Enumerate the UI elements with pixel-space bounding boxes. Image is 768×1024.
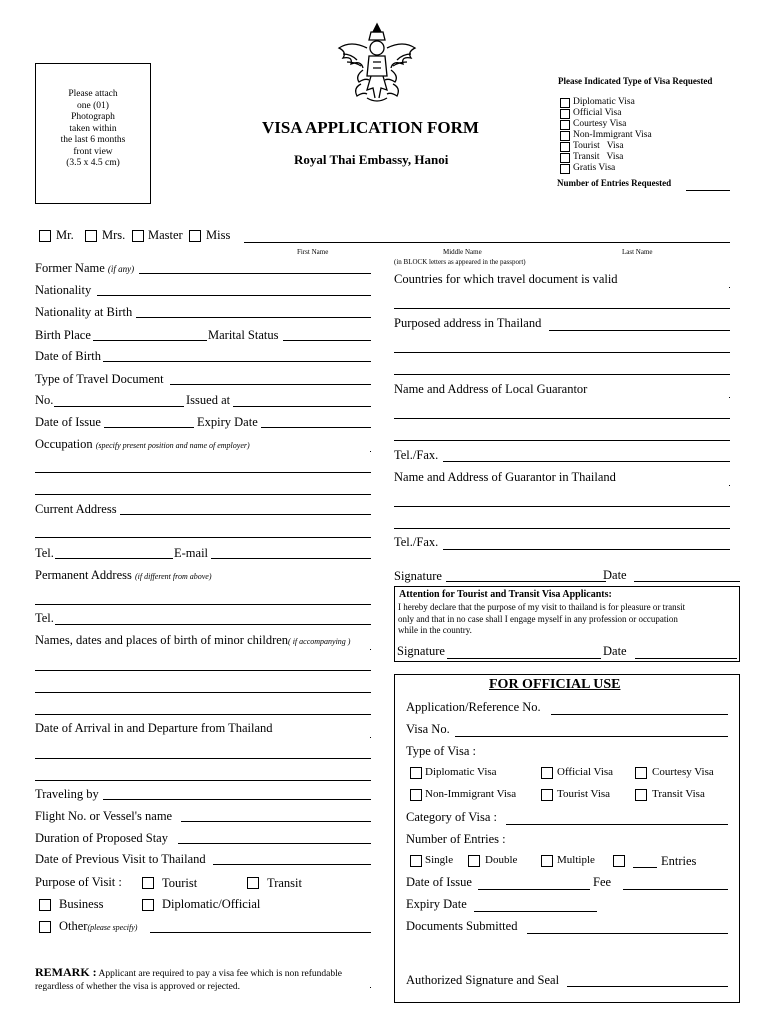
official-date-of-issue-label: Date of Issue [406, 875, 472, 889]
visa-type-label: Transit Visa [573, 152, 624, 162]
occupation-field-1[interactable] [35, 472, 371, 473]
garuda-emblem-icon [333, 18, 421, 108]
diplomatic-visa-checkbox[interactable] [410, 767, 422, 779]
occupation-label: Occupation (specify present position and name of employer) [35, 437, 250, 451]
issued-at-label: Issued at [186, 393, 231, 407]
entries-requested-label: Number of Entries Requested [557, 178, 672, 188]
master-label: Master [148, 228, 183, 242]
visa-type-checkbox[interactable] [560, 164, 570, 174]
marital-status-label: Marital Status [208, 328, 279, 342]
tourist-visa-checkbox[interactable] [541, 789, 553, 801]
official-expiry-date-label: Expiry Date [406, 897, 467, 911]
permanent-address-label: Permanent Address (if different from above) [35, 568, 212, 582]
arrival-departure-field-2[interactable] [35, 780, 371, 781]
duration-label: Duration of Proposed Stay [35, 831, 168, 845]
countries-valid-field[interactable] [394, 308, 730, 309]
visa-type-checkbox[interactable] [560, 120, 570, 130]
signature2-field[interactable] [447, 658, 601, 659]
date-of-birth-label: Date of Birth [35, 349, 101, 363]
duration-field[interactable] [178, 843, 371, 844]
type-of-visa-label: Type of Visa : [406, 744, 477, 758]
visa-type-checkbox[interactable] [560, 142, 570, 152]
app-ref-label: Application/Reference No. [406, 700, 541, 714]
mrs-label: Mrs. [102, 228, 126, 242]
local-guarantor-field-1[interactable] [394, 418, 730, 419]
traveling-by-field[interactable] [103, 799, 371, 800]
visa-type-label: Courtesy Visa [573, 119, 627, 129]
birth-place-field[interactable] [93, 340, 207, 341]
remark: REMARK : Applicant are required to pay a visa fee which is non refundable regardless of whether the visa is approved or rejected. [35, 965, 343, 992]
tel2-field[interactable] [55, 624, 371, 625]
category-field[interactable] [506, 824, 728, 825]
visa-type-checkbox[interactable] [560, 98, 570, 108]
tourist-checkbox[interactable] [142, 877, 154, 889]
photo-box[interactable] [35, 63, 151, 204]
current-address-field[interactable] [120, 514, 371, 515]
arrival-departure-label: Date of Arrival in and Departure from Thailand [35, 721, 273, 735]
non-immigrant-visa-checkbox[interactable] [410, 789, 422, 801]
visa-type-label: Diplomatic Visa [573, 97, 635, 107]
travel-doc-type-field[interactable] [170, 384, 371, 385]
transit-visa-label: Transit Visa [652, 788, 705, 800]
visa-type-checkbox[interactable] [560, 153, 570, 163]
tel-fax-label: Tel./Fax. [394, 448, 439, 462]
date-of-issue-field[interactable] [104, 427, 194, 428]
expiry-date-label: Expiry Date [197, 415, 258, 429]
flight-no-field[interactable] [181, 821, 371, 822]
purposed-address-field[interactable] [549, 330, 730, 331]
travel-doc-type-label: Type of Travel Document [35, 372, 164, 386]
local-guarantor-field-2[interactable] [394, 440, 730, 441]
tel-label: Tel. [35, 546, 54, 560]
previous-visit-field[interactable] [213, 864, 371, 865]
single-label: Single [425, 854, 454, 866]
double-checkbox[interactable] [468, 855, 480, 867]
nationality-birth-label: Nationality at Birth [35, 305, 133, 319]
photo-instruction: the last 6 months [60, 135, 126, 145]
master-checkbox[interactable] [132, 230, 144, 242]
guarantor-thailand-label: Name and Address of Guarantor in Thailand [394, 470, 616, 484]
current-address-label: Current Address [35, 502, 117, 516]
tel-field[interactable] [55, 558, 173, 559]
single-checkbox[interactable] [410, 855, 422, 867]
mrs-checkbox[interactable] [85, 230, 97, 242]
fee-label: Fee [593, 875, 612, 889]
fee-field[interactable] [623, 889, 728, 890]
minor-children-label: Names, dates and places of birth of minor children( if accompanying ) [35, 633, 351, 647]
other-field[interactable] [150, 932, 371, 933]
miss-checkbox[interactable] [189, 230, 201, 242]
previous-visit-label: Date of Previous Visit to Thailand [35, 852, 206, 866]
field-end-dot [370, 649, 371, 650]
signature-label: Signature [394, 569, 442, 583]
mr-checkbox[interactable] [39, 230, 51, 242]
email-label: E-mail [174, 546, 209, 560]
app-ref-field[interactable] [551, 714, 728, 715]
non-immigrant-visa-label: Non-Immigrant Visa [425, 788, 517, 800]
arrival-departure-field-1[interactable] [35, 758, 371, 759]
multiple-checkbox[interactable] [541, 855, 553, 867]
attention-box [394, 586, 740, 662]
form-subtitle: Royal Thai Embassy, Hanoi [294, 152, 449, 167]
date-of-birth-field[interactable] [103, 361, 371, 362]
purposed-address-field-3[interactable] [394, 374, 730, 375]
former-name-field[interactable] [139, 273, 371, 274]
official-date-of-issue-field[interactable] [478, 889, 590, 890]
visa-type-label: Gratis Visa [573, 163, 616, 173]
num-entries-label: Number of Entries : [406, 832, 506, 846]
authorized-signature-field[interactable] [567, 986, 728, 987]
visa-type-label: Official Visa [573, 108, 622, 118]
photo-instruction: Photograph [71, 112, 115, 122]
photo-instruction: taken within [69, 123, 117, 134]
issued-at-field[interactable] [233, 406, 371, 407]
doc-number-field[interactable] [54, 406, 184, 407]
photo-instruction: Please attach [68, 89, 118, 99]
entries-checkbox[interactable] [613, 855, 625, 867]
flight-no-label: Flight No. or Vessel's name [35, 809, 173, 823]
tourist-visa-label: Tourist Visa [557, 788, 611, 800]
form-title: VISA APPLICATION FORM [262, 118, 479, 137]
visa-type-checkbox[interactable] [560, 109, 570, 119]
other-checkbox[interactable] [39, 921, 51, 933]
double-label: Double [485, 854, 518, 866]
transit-checkbox[interactable] [247, 877, 259, 889]
purposed-address-field-2[interactable] [394, 352, 730, 353]
tel2-label: Tel. [35, 611, 54, 625]
multiple-label: Multiple [557, 854, 595, 866]
current-address-field-2[interactable] [35, 537, 371, 538]
official-expiry-date-field[interactable] [474, 911, 597, 912]
guarantor-thailand-field-2[interactable] [394, 528, 730, 529]
transit-label: Transit [267, 876, 302, 890]
block-letters-note: (in BLOCK letters as appeared in the passport) [394, 258, 526, 266]
marital-status-field[interactable] [283, 340, 371, 341]
minor-children-field-2[interactable] [35, 692, 371, 693]
tourist-label: Tourist [162, 876, 198, 890]
local-guarantor-label: Name and Address of Local Guarantor [394, 382, 588, 396]
authorized-signature-label: Authorized Signature and Seal [406, 973, 560, 987]
visa-no-label: Visa No. [406, 722, 450, 736]
date2-label: Date [603, 644, 627, 658]
field-end-dot [729, 287, 730, 288]
entries-label: Entries [661, 854, 697, 868]
attention-text: I hereby declare that the purpose of my visit to thailand is for pleasure or transit only and that in no case shall I engage myself in any profession or occupation while in the country. [398, 602, 686, 635]
business-checkbox[interactable] [39, 899, 51, 911]
expiry-date-field[interactable] [261, 427, 371, 428]
courtesy-visa-label: Courtesy Visa [652, 766, 714, 778]
tel-fax2-label: Tel./Fax. [394, 535, 439, 549]
other-label: Other(please specify) [59, 919, 138, 933]
attention-title: Attention for Tourist and Transit Visa Applicants: [399, 589, 612, 600]
entries-count-field[interactable] [633, 867, 657, 868]
nationality-birth-field[interactable] [136, 317, 371, 318]
field-end-dot [370, 737, 371, 738]
purposed-address-label: Purposed address in Thailand [394, 316, 542, 330]
diplomatic-visa-label: Diplomatic Visa [425, 766, 497, 778]
documents-label: Documents Submitted [406, 919, 518, 933]
visa-type-checkbox[interactable] [560, 131, 570, 141]
guarantor-thailand-field-1[interactable] [394, 506, 730, 507]
date-of-issue-label: Date of Issue [35, 415, 101, 429]
tel-fax2-field[interactable] [443, 549, 730, 550]
official-use-title: FOR OFFICIAL USE [489, 677, 621, 692]
visa-type-label: Non-Immigrant Visa [573, 130, 652, 140]
mr-label: Mr. [56, 228, 74, 242]
middle-name-caption: Middle Name [443, 248, 482, 256]
nationality-label: Nationality [35, 283, 92, 297]
former-name-label: Former Name (if any) [35, 261, 135, 275]
minor-children-field-3[interactable] [35, 714, 371, 715]
visa-no-field[interactable] [455, 736, 728, 737]
field-end-dot [370, 987, 371, 988]
purpose-label: Purpose of Visit : [35, 875, 122, 889]
date-field[interactable] [634, 581, 740, 582]
courtesy-visa-checkbox[interactable] [635, 767, 647, 779]
doc-number-label: No. [35, 393, 54, 407]
diplomatic-official-checkbox[interactable] [142, 899, 154, 911]
email-field[interactable] [211, 558, 371, 559]
birth-place-label: Birth Place [35, 328, 91, 342]
field-end-dot [729, 397, 730, 398]
field-end-dot [370, 451, 371, 452]
full-name-field[interactable] [244, 242, 730, 243]
traveling-by-label: Traveling by [35, 787, 99, 801]
entries-requested-field[interactable] [686, 190, 730, 191]
countries-valid-label: Countries for which travel document is valid [394, 272, 618, 286]
miss-label: Miss [206, 228, 231, 242]
category-label: Category of Visa : [406, 810, 498, 824]
documents-field[interactable] [527, 933, 728, 934]
visa-type-label: Tourist Visa [573, 141, 624, 151]
photo-instruction: front view [73, 146, 113, 157]
first-name-caption: First Name [297, 248, 329, 256]
photo-instruction: one (01) [77, 100, 109, 111]
field-end-dot [729, 485, 730, 486]
signature2-label: Signature [397, 644, 445, 658]
signature-field[interactable] [446, 581, 606, 582]
last-name-caption: Last Name [622, 248, 653, 256]
diplomatic-official-label: Diplomatic/Official [162, 897, 261, 911]
official-visa-label: Official Visa [557, 766, 614, 778]
tel-fax-field[interactable] [443, 461, 730, 462]
occupation-field-2[interactable] [35, 494, 371, 495]
nationality-field[interactable] [97, 295, 371, 296]
visa-type-heading: Please Indicated Type of Visa Requested [558, 76, 713, 86]
photo-instruction: (3.5 x 4.5 cm) [66, 158, 120, 168]
business-label: Business [59, 897, 104, 911]
minor-children-field-1[interactable] [35, 670, 371, 671]
date2-field[interactable] [635, 658, 737, 659]
date-label: Date [603, 568, 627, 582]
transit-visa-checkbox[interactable] [635, 789, 647, 801]
permanent-address-field-1[interactable] [35, 604, 371, 605]
official-use-box [394, 674, 740, 1003]
official-visa-checkbox[interactable] [541, 767, 553, 779]
